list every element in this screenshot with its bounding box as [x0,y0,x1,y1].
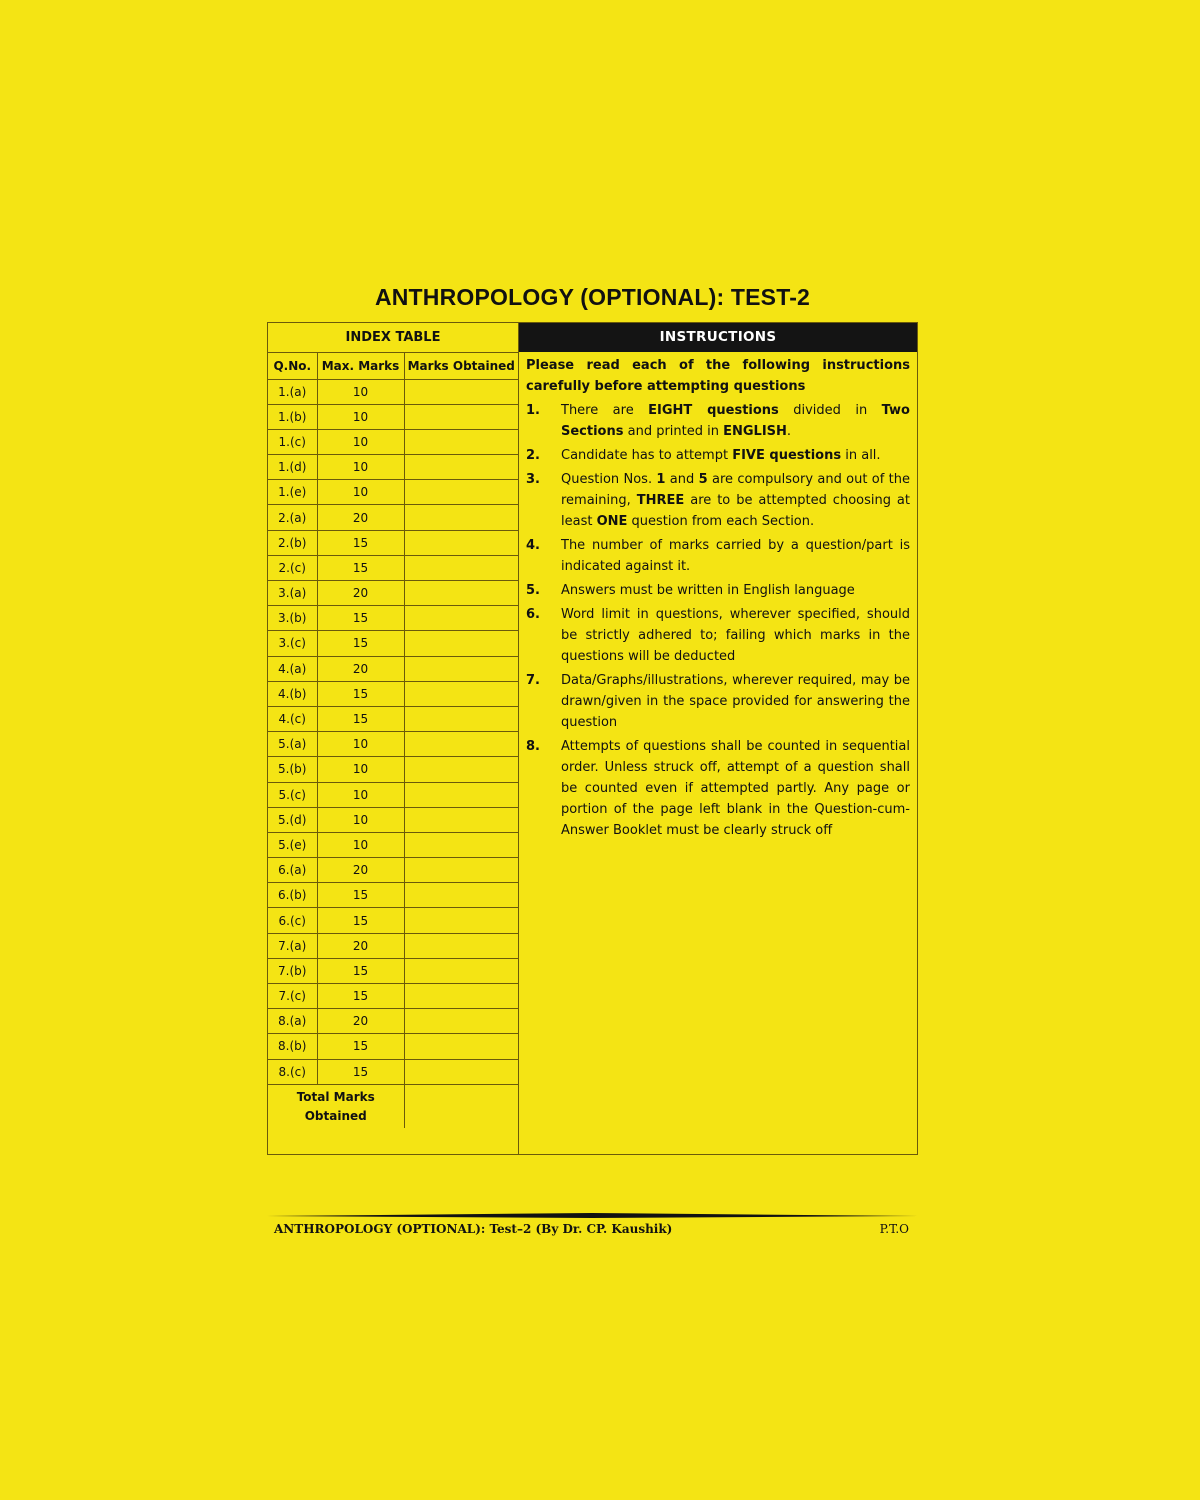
instruction-text [561,580,910,601]
index-table-row [268,832,518,857]
marks-obtained-cell[interactable] [404,984,518,1009]
index-table-row [268,782,518,807]
instruction-emphasis: EIGHT questions [648,403,779,418]
marks-obtained-cell[interactable] [404,933,518,958]
index-table-row [268,455,518,480]
index-table-row [268,958,518,983]
question-number-cell: 5.(a) [268,732,317,757]
answer-sheet [267,322,918,1155]
instruction-fragment: question from each Section. [627,514,815,529]
index-table-row [268,379,518,404]
max-marks-cell: 15 [317,606,404,631]
max-marks-cell: 20 [317,505,404,530]
marks-obtained-cell[interactable] [404,858,518,883]
index-table-row [268,1009,518,1034]
index-table-row [268,681,518,706]
marks-obtained-cell[interactable] [404,908,518,933]
max-marks-cell: 10 [317,782,404,807]
instructions-body [519,352,917,844]
footer-pto: P.T.O [879,1222,909,1236]
column-header-max-marks: Max. Marks [317,353,404,379]
total-marks-row [268,1084,518,1128]
marks-obtained-cell[interactable] [404,555,518,580]
instruction-number: 5. [526,583,540,598]
index-table-row [268,807,518,832]
question-number-cell: 4.(a) [268,656,317,681]
instruction-fragment: The number of marks carried by a question/part is indicated against it. [561,538,910,574]
index-table-row [268,1034,518,1059]
index-table-row [268,706,518,731]
max-marks-cell: 15 [317,984,404,1009]
marks-obtained-cell[interactable] [404,404,518,429]
index-table-row [268,933,518,958]
instruction-text [561,535,910,577]
marks-obtained-cell[interactable] [404,958,518,983]
instruction-item [526,469,910,532]
instruction-fragment: Word limit in questions, wherever specified, should be strictly adhered to; failing which marks in the questions will be deducted [561,607,910,664]
instruction-emphasis: 5 [698,472,708,487]
marks-obtained-cell[interactable] [404,782,518,807]
instruction-text [561,604,910,667]
max-marks-cell: 10 [317,480,404,505]
marks-obtained-cell[interactable] [404,883,518,908]
instruction-emphasis: ENGLISH [723,424,787,439]
instruction-emphasis: 1 [656,472,666,487]
instructions-list [526,400,910,841]
index-table-row [268,631,518,656]
index-table-row [268,555,518,580]
instruction-number: 1. [526,403,540,418]
page-title: ANTHROPOLOGY (OPTIONAL): TEST-2 [374,284,811,310]
question-number-cell: 7.(b) [268,958,317,983]
question-number-cell: 6.(c) [268,908,317,933]
max-marks-cell: 20 [317,858,404,883]
max-marks-cell: 15 [317,555,404,580]
question-number-cell: 5.(d) [268,807,317,832]
instruction-fragment: in all. [841,448,881,463]
total-marks-label-line1: Total Marks [296,1089,375,1104]
instruction-text [561,736,910,841]
instruction-emphasis: FIVE questions [732,448,842,463]
instructions-title: INSTRUCTIONS [519,323,917,352]
marks-obtained-cell[interactable] [404,656,518,681]
footer-rule [267,1213,918,1218]
max-marks-cell: 10 [317,757,404,782]
instruction-fragment: There are [561,403,649,418]
instruction-fragment: and printed in [623,424,724,439]
question-number-cell: 1.(a) [268,379,317,404]
index-table-row [268,757,518,782]
instruction-text [561,445,910,466]
index-table [268,353,518,1128]
question-number-cell: 4.(c) [268,706,317,731]
instruction-fragment: are to be attempted choosing at least [561,493,910,529]
question-number-cell: 6.(b) [268,883,317,908]
marks-obtained-cell[interactable] [404,832,518,857]
index-table-row [268,732,518,757]
marks-obtained-cell[interactable] [404,681,518,706]
max-marks-cell: 10 [317,832,404,857]
instruction-item [526,736,910,841]
instructions-section [519,323,917,1154]
index-table-row [268,656,518,681]
marks-obtained-cell[interactable] [404,606,518,631]
marks-obtained-cell[interactable] [404,429,518,454]
instructions-intro: Please read each of the following instructions carefully before attempting questions [526,358,910,394]
instruction-fragment: and [665,472,699,487]
instruction-number: 7. [526,673,540,688]
footer-title: ANTHROPOLOGY (OPTIONAL): Test–2 (By Dr. CP. Kaushik) [274,1222,673,1236]
index-table-row [268,908,518,933]
instruction-fragment: are compulsory and out of the remaining, [561,472,910,508]
question-number-cell: 1.(e) [268,480,317,505]
max-marks-cell: 15 [317,1034,404,1059]
index-table-section [268,323,519,1154]
instruction-item [526,445,910,466]
question-number-cell: 5.(e) [268,832,317,857]
question-number-cell: 2.(c) [268,555,317,580]
marks-obtained-cell[interactable] [404,379,518,404]
question-number-cell: 8.(c) [268,1059,317,1084]
max-marks-cell: 10 [317,379,404,404]
max-marks-cell: 15 [317,706,404,731]
max-marks-cell: 10 [317,807,404,832]
instruction-item [526,604,910,667]
index-table-row [268,606,518,631]
max-marks-cell: 15 [317,958,404,983]
instruction-text [561,670,910,733]
marks-obtained-cell[interactable] [404,1059,518,1084]
max-marks-cell: 20 [317,933,404,958]
instruction-text [561,400,910,442]
instruction-fragment: Attempts of questions shall be counted in sequential order. Unless struck off, attempt of a question shall be counted even if attempted partly. Any page or portion of the page left blank in the Question-cum-Answer Booklet must be clearly struck off [561,739,910,838]
index-table-row [268,858,518,883]
index-table-row [268,1059,518,1084]
instruction-number: 3. [526,472,540,487]
question-number-cell: 3.(b) [268,606,317,631]
instruction-fragment: Data/Graphs/illustrations, wherever required, may be drawn/given in the space provided for answering the question [561,673,910,730]
instruction-number: 6. [526,607,540,622]
question-number-cell: 6.(a) [268,858,317,883]
instruction-emphasis: THREE [636,493,685,508]
question-number-cell: 4.(b) [268,681,317,706]
instruction-number: 2. [526,448,540,463]
column-header-qno: Q.No. [268,353,317,379]
marks-obtained-cell[interactable] [404,1009,518,1034]
index-table-row [268,530,518,555]
index-table-header-row [268,353,518,379]
index-table-row [268,984,518,1009]
instruction-fragment: Question Nos. [561,472,657,487]
instruction-fragment: Candidate has to attempt [561,448,733,463]
instruction-item [526,400,910,442]
max-marks-cell: 15 [317,631,404,656]
max-marks-cell: 10 [317,429,404,454]
max-marks-cell: 15 [317,681,404,706]
max-marks-cell: 10 [317,404,404,429]
max-marks-cell: 20 [317,1009,404,1034]
max-marks-cell: 10 [317,732,404,757]
instruction-fragment: Answers must be written in English language [561,583,855,598]
marks-obtained-cell[interactable] [404,807,518,832]
marks-obtained-cell[interactable] [404,732,518,757]
index-table-row [268,883,518,908]
marks-obtained-cell[interactable] [404,480,518,505]
column-header-marks-obtained: Marks Obtained [404,353,518,379]
question-number-cell: 2.(b) [268,530,317,555]
question-number-cell: 1.(c) [268,429,317,454]
question-number-cell: 5.(c) [268,782,317,807]
instruction-number: 8. [526,739,540,754]
marks-obtained-cell[interactable] [404,530,518,555]
instruction-item [526,580,910,601]
instruction-item [526,670,910,733]
total-marks-label [268,1084,404,1128]
max-marks-cell: 15 [317,883,404,908]
marks-obtained-cell[interactable] [404,455,518,480]
marks-obtained-cell[interactable] [404,505,518,530]
max-marks-cell: 15 [317,908,404,933]
total-marks-obtained-cell[interactable] [404,1084,518,1128]
index-table-row [268,429,518,454]
marks-obtained-cell[interactable] [404,631,518,656]
max-marks-cell: 20 [317,656,404,681]
question-number-cell: 5.(b) [268,757,317,782]
index-table-row [268,581,518,606]
instruction-item [526,535,910,577]
index-table-row [268,480,518,505]
index-table-row [268,505,518,530]
max-marks-cell: 15 [317,530,404,555]
question-number-cell: 8.(b) [268,1034,317,1059]
marks-obtained-cell[interactable] [404,706,518,731]
total-marks-label-line2: Obtained [304,1108,367,1123]
instruction-fragment: divided in [778,403,882,418]
instruction-fragment: . [786,424,792,439]
index-table-title: INDEX TABLE [268,323,518,353]
max-marks-cell: 15 [317,1059,404,1084]
instruction-number: 4. [526,538,540,553]
question-number-cell: 1.(b) [268,404,317,429]
marks-obtained-cell[interactable] [404,757,518,782]
instruction-emphasis: Two Sections [561,403,910,439]
max-marks-cell: 10 [317,455,404,480]
question-number-cell: 3.(a) [268,581,317,606]
instruction-emphasis: ONE [596,514,628,529]
question-number-cell: 3.(c) [268,631,317,656]
max-marks-cell: 20 [317,581,404,606]
question-number-cell: 7.(a) [268,933,317,958]
instruction-text [561,469,910,532]
marks-obtained-cell[interactable] [404,581,518,606]
index-table-row [268,404,518,429]
question-number-cell: 1.(d) [268,455,317,480]
question-number-cell: 8.(a) [268,1009,317,1034]
question-number-cell: 2.(a) [268,505,317,530]
question-number-cell: 7.(c) [268,984,317,1009]
marks-obtained-cell[interactable] [404,1034,518,1059]
